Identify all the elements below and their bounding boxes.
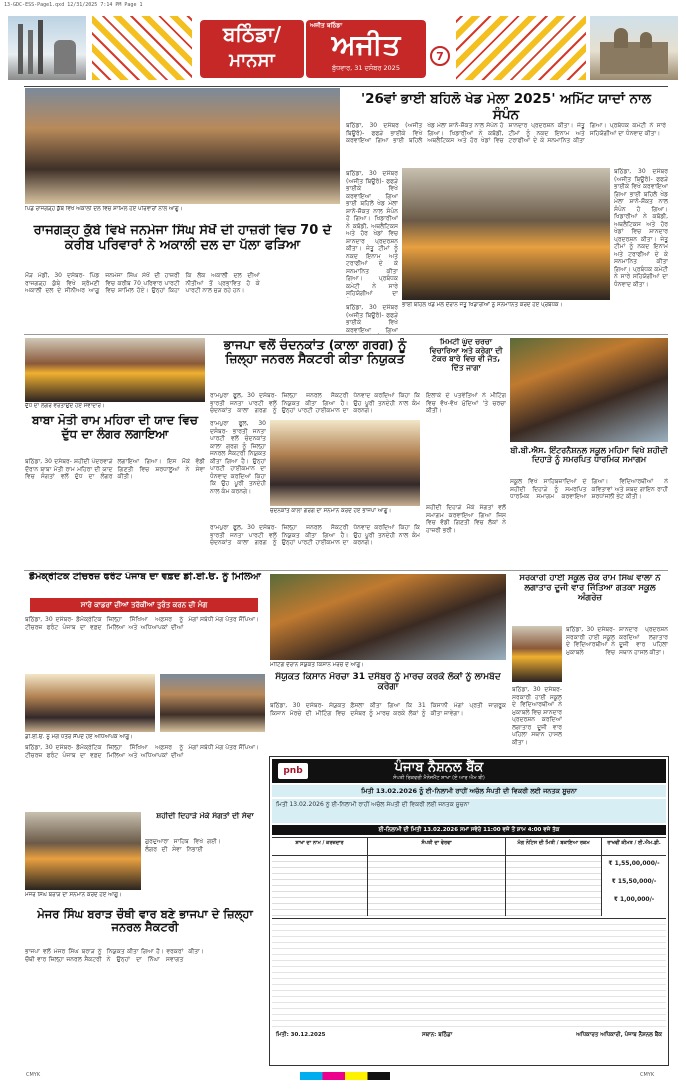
kisan-headline: ਸੰਯੁਕਤ ਕਿਸਾਨ ਮੋਰਚਾ 31 ਦਸੰਬਰ ਨੂੰ ਮਾਰਚ ਕਰਕੇ ਲੋਕਾਂ ਨੂੰ ਲਾਮਬੰਦ ਕਰੇਗਾ [275, 672, 501, 693]
mid-small-body: ਇਲਾਕੇ ਦੇ ਪਤਵੰਤਿਆਂ ਨੇ ਮੀਟਿੰਗ ਵਿਚ ਵੱਖ-ਵੱਖ ਮੁੱਦਿਆਂ 'ਤੇ ਚਰਚਾ ਕੀਤੀ। [426, 392, 506, 414]
teachers-body: ਬਠਿੰਡਾ, 30 ਦਸੰਬਰ- ਡੈਮੋਕ੍ਰੇਟਿਕ ਟੀਚਰਜ਼ ਫਰੰਟ ਪੰਜਾਬ ਦਾ ਵਫ਼ਦ ਜ਼ਿਲ੍ਹਾ ਸਿੱਖਿਆ ਅਫ਼ਸਰ ਨੂੰ ਮਿਲਿਆ ਅਤੇ ਅਧਿਆਪਕਾਂ ਦੀਆਂ ਮੰਗਾਂ ਸਬੰਧੀ ਮੰਗ ਪੱਤਰ ਸੌਂਪਿਆ। [25, 616, 260, 631]
city-top: ਬਠਿੰਡਾ/ [222, 22, 282, 46]
ad-signatory: ਅਧਿਕਾਰਤ ਅਧਿਕਾਰੀ, ਪੰਜਾਬ ਨੈਸ਼ਨਲ ਬੈਂਕ [576, 1032, 662, 1038]
page-number: 7 [430, 46, 450, 66]
mann-singh-photo [25, 812, 141, 890]
langar-photo-caption: ਦੁੱਧ ਦਾ ਲੰਗਰ ਵਰਤਾਉਂਦੇ ਹੋਏ ਸੇਵਾਦਾਰ। [25, 403, 105, 409]
phulkari-pattern-left [92, 16, 192, 80]
bank-name: ਪੰਜਾਬ ਨੈਸ਼ਨਲ ਬੈਂਕ [394, 760, 484, 775]
reserve-price: ₹ 1,55,00,000/- [608, 860, 660, 867]
mid-small-headline: ਮਿਮਟੀ ਘੂੰਦ ਚਰਚਾ ਵਿਚਾਰਿਆ ਅਤੇ ਕਰੇਗਾ ਦੀ ਟੱਕਰ ਬਾਰੇ ਵਿਚ ਵੀ ਜੋਤ, ਦਿੱਤ ਜਾਗਾ [429, 338, 503, 372]
school-headline: ਬੀ.ਬੀ.ਐਸ. ਇੰਟਰਨੈਸ਼ਨਲ ਸਕੂਲ ਮਹਿਮਾ ਵਿਖੇ ਸ਼ਹੀਦੀ ਦਿਹਾੜੇ ਨੂੰ ਸਮਰਪਿਤ ਧਾਰਮਿਕ ਸਮਾਗਮ [510, 446, 668, 465]
ad-col-header-2: ਸੰਪਤੀ ਦਾ ਵੇਰਵਾ [368, 838, 506, 856]
supplement-label: ਅਜੀਤ ਬਠਿੰਡਾ [310, 22, 343, 29]
teachers-subhead: ਸਾਰੇ ਕਾਡਰਾਂ ਦੀਆਂ ਤਰੱਕੀਆਂ ਤੁਰੰਤ ਕਰਨ ਦੀ ਮੰਗ [30, 598, 258, 612]
ad-table [272, 837, 666, 1049]
notice-title: ਮਿਤੀ 13.02.2026 ਨੂੰ ਈ-ਨਿਲਾਮੀ ਰਾਹੀਂ ਅਚੱਲ ਸੰਪਤੀ ਦੀ ਵਿਕਰੀ ਲਈ ਜਨਤਕ ਸੂਚਨਾ [272, 785, 666, 797]
color-registration-bar [300, 1072, 390, 1080]
footer-right: CMYK [640, 1072, 655, 1078]
teachers-headline: ਡੈਮੋਕ੍ਰੇਟਿਕ ਟੀਚਰਜ਼ ਫਰੰਟ ਪੰਜਾਬ ਦਾ ਵਫ਼ਦ ਡੀ.ਈ.ਓ. ਨੂੰ ਮਿਲਿਆ [29, 572, 261, 582]
factory-illustration [8, 16, 86, 80]
kisan-photo [270, 574, 506, 660]
ad-place: ਸਥਾਨ: ਬਠਿੰਡਾ [422, 1032, 453, 1038]
akali-photo-caption: ਪਿੰਡ ਰਾਜਗੜ੍ਹ ਕੁੱਬੇ ਵਿਖੇ ਅਕਾਲੀ ਦਲ ਵਿਚ ਸ਼ਾਮਿਲ ਹੋਏ ਪਰਿਵਾਰਾਂ ਨਾਲ ਆਗੂ। [25, 206, 183, 212]
govt-school-photo [512, 626, 562, 682]
ad-col-header-3: ਮੰਗ ਨੋਟਿਸ ਦੀ ਮਿਤੀ / ਬਕਾਇਆ ਰਕਮ [506, 838, 602, 856]
lead-body-top: ਬਠਿੰਡਾ, 30 ਦਸੰਬਰ (ਅਜੀਤ ਬਿਊਰੋ)- ਫਫੜੇ ਭਾਈਕੇ ਵਿਖੇ ਕਰਵਾਇਆ ਗਿਆ ਭਾਈ ਬਹਿਲੋ ਖੇਡ ਮੇਲਾ ਸ਼ਾਨੋ-ਸ਼ੌਕਤ ਨਾਲ ਸੰਪੰਨ ਹੋ ਗਿਆ। ਖਿਡਾਰੀਆਂ ਨੇ ਕਬੱਡੀ, ਅਥਲੈਟਿਕਸ ਅਤੇ ਹੋਰ ਖੇਡਾਂ ਵਿਚ ਸ਼ਾਨਦਾਰ ਪ੍ਰਦਰਸ਼ਨ ਕੀਤਾ। ਜੇਤੂ ਟੀਮਾਂ ਨੂੰ ਨਕਦ ਇਨਾਮ ਅਤੇ ਟਰਾਫੀਆਂ ਦੇ ਕੇ ਸਨਮਾਨਿਤ ਕੀਤਾ ਗਿਆ। ਪ੍ਰਬੰਧਕ ਕਮੇਟੀ ਨੇ ਸਾਰੇ ਸਹਿਯੋਗੀਆਂ ਦਾ ਧੰਨਵਾਦ ਕੀਤਾ। [346, 122, 666, 144]
bjp-body-top: ਰਾਮਪੁਰਾ ਫੂਲ, 30 ਦਸੰਬਰ- ਭਾਰਤੀ ਜਨਤਾ ਪਾਰਟੀ ਵਲੋਂ ਚੰਦਨਕਾਂਤ ਕਾਲਾ ਗਰਗ ਨੂੰ ਜ਼ਿਲ੍ਹਾ ਜਨਰਲ ਸੈਕਟਰੀ ਨਿਯੁਕਤ ਕੀਤਾ ਗਿਆ ਹੈ। ਉਨ੍ਹਾਂ ਪਾਰਟੀ ਹਾਈਕਮਾਨ ਦਾ ਧੰਨਵਾਦ ਕਰਦਿਆਂ ਕਿਹਾ ਕਿ ਉਹ ਪੂਰੀ ਤਨਦੇਹੀ ਨਾਲ ਕੰਮ ਕਰਨਗੇ। [210, 392, 420, 414]
small-mid-headline: ਸ਼ਹੀਦੀ ਦਿਹਾੜੇ ਮੌਕੇ ਸੰਗਤਾਂ ਦੀ ਸੇਵਾ [156, 812, 254, 820]
issue-date: ਬੁੱਧਵਾਰ, 31 ਦਸੰਬਰ 2025 [332, 64, 400, 72]
teachers-photo [25, 674, 155, 732]
school-body: ਸਕੂਲ ਵਿਖੇ ਸਾਹਿਬਜ਼ਾਦਿਆਂ ਦੇ ਸ਼ਹੀਦੀ ਦਿਹਾੜੇ ਨੂੰ ਸਮਰਪਿਤ ਧਾਰਮਿਕ ਸਮਾਗਮ ਕਰਵਾਇਆ ਗਿਆ। ਵਿਦਿਆਰਥੀਆਂ ਨੇ ਕਵਿਤਾਵਾਂ ਅਤੇ ਸ਼ਬਦ ਗਾਇਨ ਰਾਹੀਂ ਸ਼ਰਧਾਂਜਲੀ ਭੇਟ ਕੀਤੀ। [510, 478, 668, 500]
paper-name-box [306, 20, 426, 78]
bjp-photo [270, 420, 420, 506]
city-box [200, 20, 304, 78]
govt-school-body: ਬਠਿੰਡਾ, 30 ਦਸੰਬਰ- ਸਰਕਾਰੀ ਹਾਈ ਸਕੂਲ ਦੇ ਵਿਦਿਆਰਥੀਆਂ ਨੇ ਮੁਕਾਬਲੇ ਵਿਚ ਸ਼ਾਨਦਾਰ ਪ੍ਰਦਰਸ਼ਨ ਕਰਦਿਆਂ ਲਗਾਤਾਰ ਦੂਜੀ ਵਾਰ ਪਹਿਲਾ ਸਥਾਨ ਹਾਸਲ ਕੀਤਾ। [566, 626, 668, 656]
lead-body-left: ਬਠਿੰਡਾ, 30 ਦਸੰਬਰ (ਅਜੀਤ ਬਿਊਰੋ)- ਫਫੜੇ ਭਾਈਕੇ ਵਿਖੇ ਕਰਵਾਇਆ ਗਿਆ ਭਾਈ ਬਹਿਲੋ ਖੇਡ ਮੇਲਾ ਸ਼ਾਨੋ-ਸ਼ੌਕਤ ਨਾਲ ਸੰਪੰਨ ਹੋ ਗਿਆ। ਖਿਡਾਰੀਆਂ ਨੇ ਕਬੱਡੀ, ਅਥਲੈਟਿਕਸ ਅਤੇ ਹੋਰ ਖੇਡਾਂ ਵਿਚ ਸ਼ਾਨਦਾਰ ਪ੍ਰਦਰਸ਼ਨ ਕੀਤਾ। ਜੇਤੂ ਟੀਮਾਂ ਨੂੰ ਨਕਦ ਇਨਾਮ ਅਤੇ ਟਰਾਫੀਆਂ ਦੇ ਕੇ ਸਨਮਾਨਿਤ ਕੀਤਾ ਗਿਆ। ਪ੍ਰਬੰਧਕ ਕਮੇਟੀ ਨੇ ਸਾਰੇ ਸਹਿਯੋਗੀਆਂ ਦਾ [346, 170, 398, 297]
section-divider-1 [24, 334, 668, 335]
section-divider-2 [24, 570, 668, 571]
notice-intro-text: ਮਿਤੀ 13.02.2026 ਨੂੰ ਈ-ਨਿਲਾਮੀ ਰਾਹੀਂ ਅਚੱਲ ਸੰਪਤੀ ਦੀ ਵਿਕਰੀ ਲਈ ਜਨਤਕ ਸੂਚਨਾ [276, 801, 470, 808]
langar-body: ਬਠਿੰਡਾ, 30 ਦਸੰਬਰ- ਸ਼ਹੀਦੀ ਪੰਦਰਵਾੜੇ ਦੌਰਾਨ ਬਾਬਾ ਮੋਤੀ ਰਾਮ ਮਹਿਰਾ ਦੀ ਯਾਦ ਵਿਚ ਸੰਗਤਾਂ ਵਲੋਂ ਦੁੱਧ ਦਾ ਲੰਗਰ ਲਗਾਇਆ ਗਿਆ। ਇਸ ਮੌਕੇ ਵੱਡੀ ਗਿਣਤੀ ਵਿਚ ਸ਼ਰਧਾਲੂਆਂ ਨੇ ਸੇਵਾ ਕੀਤੀ। [25, 458, 205, 480]
auction-band: ਈ-ਨਿਲਾਮੀ ਦੀ ਮਿਤੀ 13.02.2026 ਸਮਾਂ ਸਵੇਰੇ 11:00 ਵਜੇ ਤੋਂ ਸ਼ਾਮ 4:00 ਵਜੇ ਤੱਕ [272, 825, 666, 835]
teachers-body-2: ਬਠਿੰਡਾ, 30 ਦਸੰਬਰ- ਡੈਮੋਕ੍ਰੇਟਿਕ ਟੀਚਰਜ਼ ਫਰੰਟ ਪੰਜਾਬ ਦਾ ਵਫ਼ਦ ਜ਼ਿਲ੍ਹਾ ਸਿੱਖਿਆ ਅਫ਼ਸਰ ਨੂੰ ਮਿਲਿਆ ਅਤੇ ਅਧਿਆਪਕਾਂ ਦੀਆਂ ਮੰਗਾਂ ਸਬੰਧੀ ਮੰਗ ਪੱਤਰ ਸੌਂਪਿਆ। [25, 744, 260, 759]
masthead [0, 10, 687, 88]
phulkari-pattern-right [456, 16, 586, 80]
ad-date: ਮਿਤੀ: 30.12.2025 [276, 1032, 326, 1038]
mela-body: ਸ਼ਹੀਦੀ ਦਿਹਾੜੇ ਮੌਕੇ ਸੰਗਤਾਂ ਵਲੋਂ ਸਮਾਗਮ ਕਰਵਾਇਆ ਗਿਆ ਜਿਸ ਵਿਚ ਵੱਡੀ ਗਿਣਤੀ ਵਿਚ ਲੋਕਾਂ ਨੇ ਹਾਜ਼ਰੀ ਭਰੀ। [426, 504, 506, 534]
ad-col-1 [272, 856, 368, 916]
paper-name: ਅਜੀਤ [331, 28, 401, 61]
lead-body-bottom: ਬਠਿੰਡਾ, 30 ਦਸੰਬਰ (ਅਜੀਤ ਬਿਊਰੋ)- ਫਫੜੇ ਭਾਈਕੇ ਵਿਖੇ ਕਰਵਾਇਆ ਗਿਆ [346, 304, 398, 334]
masthead-divider [24, 86, 668, 87]
langar-photo [25, 338, 205, 402]
teachers-photo-caption: ਡੀ.ਈ.ਓ. ਨੂੰ ਮੰਗ ਪੱਤਰ ਸੌਂਪਦੇ ਹੋਏ ਅਧਿਆਪਕ ਆਗੂ। [25, 734, 133, 740]
lead-headline: '26ਵਾਂ ਭਾਈ ਬਹਿਲੋ ਖੇਡ ਮੇਲਾ 2025' ਅਮਿੱਟ ਯਾਦਾਂ ਨਾਲ ਸੰਪੰਨ [361, 92, 651, 120]
notice-intro [272, 799, 666, 823]
akali-headline: ਰਾਜਗੜ੍ਹ ਕੁੱਬੇ ਵਿਖੇ ਜਨਮੇਜਾ ਸਿੰਘ ਸੇਖੋਂ ਦੀ ਹਾਜ਼ਰੀ ਵਿਚ 70 ਦੇ ਕਰੀਬ ਪਰਿਵਾਰਾਂ ਨੇ ਅਕਾਲੀ ਦਲ ਦਾ ਪੱਲਾ ਫੜਿਆ [33, 224, 332, 253]
fort-illustration [590, 16, 678, 80]
bank-header [272, 759, 666, 783]
footer-left: CMYK [26, 1072, 41, 1078]
ad-col-header-4: ਰਾਖਵੀਂ ਕੀਮਤ / ਈ.ਐਮ.ਡੀ. [602, 838, 666, 856]
lead-photo [402, 168, 610, 300]
akali-body: ਮੌੜ ਮੰਡੀ, 30 ਦਸੰਬਰ- ਪਿੰਡ ਰਾਜਗੜ੍ਹ ਕੁੱਬੇ ਵਿਖੇ ਸ਼੍ਰੋਮਣੀ ਅਕਾਲੀ ਦਲ ਦੇ ਸੀਨੀਅਰ ਆਗੂ ਜਨਮੇਜਾ ਸਿੰਘ ਸੇਖੋਂ ਦੀ ਹਾਜ਼ਰੀ ਵਿਚ ਕਰੀਬ 70 ਪਰਿਵਾਰ ਪਾਰਟੀ ਵਿਚ ਸ਼ਾਮਿਲ ਹੋਏ। ਉਨ੍ਹਾਂ ਕਿਹਾ ਕਿ ਲੋਕ ਅਕਾਲੀ ਦਲ ਦੀਆਂ ਨੀਤੀਆਂ ਤੋਂ ਪ੍ਰਭਾਵਿਤ ਹੋ ਕੇ ਪਾਰਟੀ ਨਾਲ ਜੁੜ ਰਹੇ ਹਨ। [25, 272, 260, 294]
emd-amount: ₹ 15,50,000/- [611, 878, 657, 885]
kisan-photo-caption: ਮੀਟਿੰਗ ਦੌਰਾਨ ਸੰਯੁਕਤ ਕਿਸਾਨ ਮੋਰਚੇ ਦੇ ਆਗੂ। [270, 662, 365, 668]
ad-col-2 [368, 856, 506, 916]
teachers-photo-2 [160, 674, 265, 732]
bjp-body-left: ਰਾਮਪੁਰਾ ਫੂਲ, 30 ਦਸੰਬਰ- ਭਾਰਤੀ ਜਨਤਾ ਪਾਰਟੀ ਵਲੋਂ ਚੰਦਨਕਾਂਤ ਕਾਲਾ ਗਰਗ ਨੂੰ ਜ਼ਿਲ੍ਹਾ ਜਨਰਲ ਸੈਕਟਰੀ ਨਿਯੁਕਤ ਕੀਤਾ ਗਿਆ ਹੈ। ਉਨ੍ਹਾਂ ਪਾਰਟੀ ਹਾਈਕਮਾਨ ਦਾ ਧੰਨਵਾਦ ਕਰਦਿਆਂ ਕਿਹਾ ਕਿ ਉਹ ਪੂਰੀ ਤਨਦੇਹੀ ਨਾਲ ਕੰਮ ਕਰਨਗੇ। [210, 420, 266, 495]
city-bottom: ਮਾਨਸਾ [229, 50, 275, 71]
bid-increment: ₹ 1,00,000/- [613, 896, 655, 903]
bank-sub: ਸੰਪਤੀ ਰਿਕਵਰੀ ਮੈਨੇਜਮੈਂਟ ਸ਼ਾਖਾ (ਏ ਆਰ ਐਮ ਬੀ) [393, 775, 485, 781]
kisan-body: ਬਠਿੰਡਾ, 30 ਦਸੰਬਰ- ਸੰਯੁਕਤ ਕਿਸਾਨ ਮੋਰਚੇ ਦੀ ਮੀਟਿੰਗ ਵਿਚ ਫ਼ੈਸਲਾ ਕੀਤਾ ਗਿਆ ਕਿ 31 ਦਸੰਬਰ ਨੂੰ ਮਾਰਚ ਕਰਕੇ ਲੋਕਾਂ ਨੂੰ ਕਿਸਾਨੀ ਮੰਗਾਂ ਪ੍ਰਤੀ ਜਾਗਰੂਕ ਕੀਤਾ ਜਾਵੇਗਾ। [270, 702, 506, 717]
govt-school-body-2: ਬਠਿੰਡਾ, 30 ਦਸੰਬਰ- ਸਰਕਾਰੀ ਹਾਈ ਸਕੂਲ ਦੇ ਵਿਦਿਆਰਥੀਆਂ ਨੇ ਮੁਕਾਬਲੇ ਵਿਚ ਸ਼ਾਨਦਾਰ ਪ੍ਰਦਰਸ਼ਨ ਕਰਦਿਆਂ ਲਗਾਤਾਰ ਦੂਜੀ ਵਾਰ ਪਹਿਲਾ ਸਥਾਨ ਹਾਸਲ ਕੀਤਾ। [512, 686, 562, 746]
bjp-headline: ਭਾਜਪਾ ਵਲੋਂ ਚੰਦਨਕਾਂਤ (ਕਾਲਾ ਗਰਗ) ਨੂੰ ਜ਼ਿਲ੍ਹਾ ਜਨਰਲ ਸੈਕਟਰੀ ਕੀਤਾ ਨਿਯੁਕਤ [223, 338, 407, 367]
ad-col-3 [506, 856, 602, 916]
school-photo [510, 338, 668, 442]
mann-singh-headline: ਮੇਜਰ ਸਿੰਘ ਬਰਾੜ ਚੌਥੀ ਵਾਰ ਬਣੇ ਭਾਜਪਾ ਦੇ ਜ਼ਿਲ੍ਹਾ ਜਨਰਲ ਸੈਕਟਰੀ [37, 908, 253, 935]
mann-singh-caption: ਮੇਜਰ ਸਿੰਘ ਬਰਾੜ ਦਾ ਸਨਮਾਨ ਕਰਦੇ ਹੋਏ ਆਗੂ। [25, 892, 122, 898]
print-slug: 13-GDC-ESS-Page1.qxd 12/31/2025 7:14 PM Page 1 [4, 2, 143, 8]
govt-school-headline: ਸਰਕਾਰੀ ਹਾਈ ਸਕੂਲ ਚੱਕ ਰਾਮ ਸਿੰਘ ਵਾਲਾ ਨੇ ਲਗਾਤਾਰ ਦੂਜੀ ਵਾਰ ਜਿੱਤਿਆ ਗਤਕਾ ਸਕੂਲ ਅੰਗਰੇਜ਼ [519, 574, 661, 603]
lead-photo-caption: ਭਾਈ ਬਹਿਲੋ ਖੇਡ ਮੇਲੇ ਦੌਰਾਨ ਜੇਤੂ ਖਿਡਾਰੀਆਂ ਨੂੰ ਸਨਮਾਨਿਤ ਕਰਦੇ ਹੋਏ ਪ੍ਰਬੰਧਕ। [402, 302, 563, 308]
bjp-photo-caption: ਚੰਦਨਕਾਂਤ ਕਾਲਾ ਗਰਗ ਦਾ ਸਨਮਾਨ ਕਰਦੇ ਹੋਏ ਭਾਜਪਾ ਆਗੂ। [270, 508, 392, 514]
mann-singh-body: ਭਾਜਪਾ ਵਲੋਂ ਮੇਜਰ ਸਿੰਘ ਬਰਾੜ ਨੂੰ ਚੌਥੀ ਵਾਰ ਜ਼ਿਲ੍ਹਾ ਜਨਰਲ ਸੈਕਟਰੀ ਨਿਯੁਕਤ ਕੀਤਾ ਗਿਆ ਹੈ। ਵਰਕਰਾਂ ਨੇ ਉਨ੍ਹਾਂ ਦਾ ਨਿੱਘਾ ਸਵਾਗਤ ਕੀਤਾ। [25, 948, 204, 963]
akali-event-photo [25, 88, 340, 204]
ad-terms [272, 918, 666, 1028]
small-mid-body: ਗੁਰਦੁਆਰਾ ਸਾਹਿਬ ਵਿਖੇ ਲੰਗਰ ਦੀ ਸੇਵਾ ਨਿਭਾਈ ਗਈ। [145, 838, 221, 853]
bjp-body-bottom: ਰਾਮਪੁਰਾ ਫੂਲ, 30 ਦਸੰਬਰ- ਭਾਰਤੀ ਜਨਤਾ ਪਾਰਟੀ ਵਲੋਂ ਚੰਦਨਕਾਂਤ ਕਾਲਾ ਗਰਗ ਨੂੰ ਜ਼ਿਲ੍ਹਾ ਜਨਰਲ ਸੈਕਟਰੀ ਨਿਯੁਕਤ ਕੀਤਾ ਗਿਆ ਹੈ। ਉਨ੍ਹਾਂ ਪਾਰਟੀ ਹਾਈਕਮਾਨ ਦਾ ਧੰਨਵਾਦ ਕਰਦਿਆਂ ਕਿਹਾ ਕਿ ਉਹ ਪੂਰੀ ਤਨਦੇਹੀ ਨਾਲ ਕੰਮ ਕਰਨਗੇ। [210, 524, 420, 546]
pnb-logo: pnb [278, 763, 308, 779]
langar-headline: ਬਾਬਾ ਮੋਤੀ ਰਾਮ ਮਹਿਰਾ ਦੀ ਯਾਦ ਵਿਚ ਦੁੱਧ ਦਾ ਲੰਗਰ ਲਗਾਇਆ [31, 414, 199, 441]
lead-body-right: ਬਠਿੰਡਾ, 30 ਦਸੰਬਰ (ਅਜੀਤ ਬਿਊਰੋ)- ਫਫੜੇ ਭਾਈਕੇ ਵਿਖੇ ਕਰਵਾਇਆ ਗਿਆ ਭਾਈ ਬਹਿਲੋ ਖੇਡ ਮੇਲਾ ਸ਼ਾਨੋ-ਸ਼ੌਕਤ ਨਾਲ ਸੰਪੰਨ ਹੋ ਗਿਆ। ਖਿਡਾਰੀਆਂ ਨੇ ਕਬੱਡੀ, ਅਥਲੈਟਿਕਸ ਅਤੇ ਹੋਰ ਖੇਡਾਂ ਵਿਚ ਸ਼ਾਨਦਾਰ ਪ੍ਰਦਰਸ਼ਨ ਕੀਤਾ। ਜੇਤੂ ਟੀਮਾਂ ਨੂੰ ਨਕਦ ਇਨਾਮ ਅਤੇ ਟਰਾਫੀਆਂ ਦੇ ਕੇ ਸਨਮਾਨਿਤ ਕੀਤਾ ਗਿਆ। ਪ੍ਰਬੰਧਕ ਕਮੇਟੀ ਨੇ ਸਾਰੇ ਸਹਿਯੋਗੀਆਂ ਦਾ ਧੰਨਵਾਦ ਕੀਤਾ। [614, 168, 668, 288]
bank-ad [269, 756, 669, 1066]
ad-col-header-1: ਸ਼ਾਖਾ ਦਾ ਨਾਮ / ਕਰਜ਼ਦਾਰ [272, 838, 368, 856]
